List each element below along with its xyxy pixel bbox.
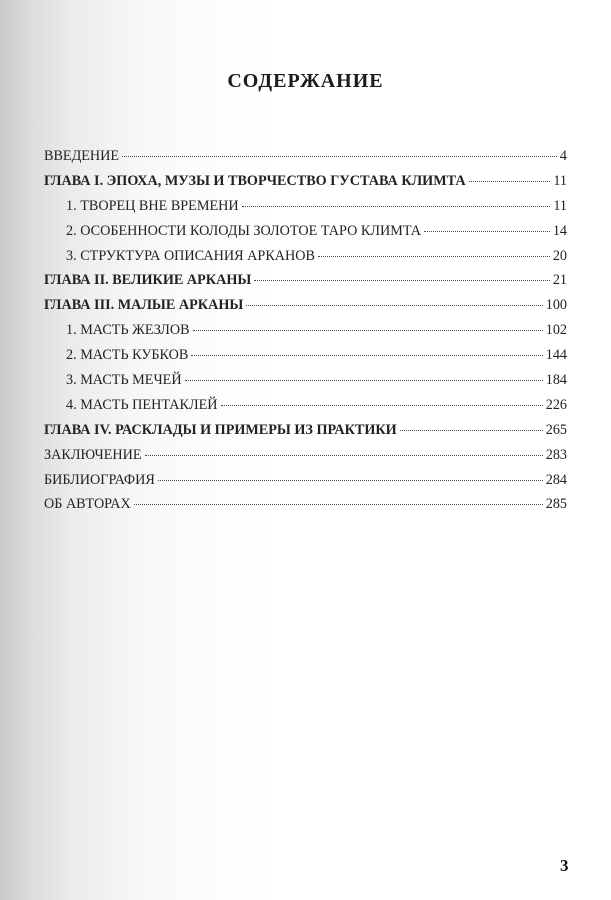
toc-entry-title: 1. ТВОРЕЦ ВНЕ ВРЕМЕНИ: [66, 197, 239, 214]
page-number: 3: [560, 856, 569, 875]
toc-entry-page: 226: [545, 396, 567, 413]
dot-leader: [145, 455, 543, 456]
toc-entry-page: 11: [553, 197, 567, 214]
dot-leader: [424, 231, 550, 232]
toc-entry: [44, 272, 567, 297]
dot-leader: [221, 405, 543, 406]
dot-leader: [469, 181, 551, 182]
toc-entry-page: 184: [545, 372, 567, 389]
toc-entry-page: 20: [552, 247, 567, 264]
dot-leader: [193, 330, 543, 331]
toc-entry: [44, 496, 567, 521]
toc-entry-page: 100: [545, 297, 567, 314]
dot-leader: [242, 206, 551, 207]
toc-entry-page: 283: [545, 446, 567, 463]
toc-entry: [44, 223, 567, 248]
toc-entry-title: ГЛАВА I. ЭПОХА, МУЗЫ И ТВОРЧЕСТВО ГУСТАВА КЛИМТА: [44, 172, 466, 189]
toc-entry: [44, 173, 567, 198]
toc-entry: [44, 198, 567, 223]
toc-entry-title: ВВЕДЕНИЕ: [44, 148, 120, 164]
dot-leader: [185, 380, 543, 381]
toc-entry-title: ГЛАВА II. ВЕЛИКИЕ АРКАНЫ: [44, 272, 252, 289]
toc-entry: [44, 148, 567, 173]
dot-leader: [158, 480, 543, 481]
toc-entry-title: 1. МАСТЬ ЖЕЗЛОВ: [66, 322, 190, 339]
toc-entry: [44, 248, 567, 273]
toc-entry: [44, 322, 567, 347]
toc-entry-title: 4. МАСТЬ ПЕНТАКЛЕЙ: [66, 396, 218, 413]
dot-leader: [122, 156, 557, 157]
table-of-contents: [44, 148, 567, 521]
toc-entry-title: ГЛАВА III. МАЛЫЕ АРКАНЫ: [44, 297, 244, 314]
toc-entry: [44, 297, 567, 322]
toc-entry-title: 2. ОСОБЕННОСТИ КОЛОДЫ ЗОЛОТОЕ ТАРО КЛИМТА: [66, 222, 422, 239]
toc-entry-page: 11: [553, 172, 567, 189]
toc-entry-page: 102: [545, 322, 567, 339]
toc-entry-page: 144: [545, 347, 567, 364]
toc-entry-title: 2. МАСТЬ КУБКОВ: [66, 347, 189, 364]
toc-entry: [44, 397, 567, 422]
toc-entry-page: 21: [552, 272, 567, 289]
toc-entry-page: 284: [545, 471, 567, 488]
toc-entry-title: 3. СТРУКТУРА ОПИСАНИЯ АРКАНОВ: [66, 247, 315, 264]
toc-entry-page: 14: [552, 222, 567, 239]
toc-entry: [44, 447, 567, 472]
dot-leader: [254, 280, 550, 281]
toc-entry: [44, 372, 567, 397]
dot-leader: [400, 430, 543, 431]
toc-entry-title: ЗАКЛЮЧЕНИЕ: [44, 446, 142, 463]
toc-entry: [44, 347, 567, 372]
dot-leader: [318, 256, 550, 257]
toc-entry-page: 265: [545, 421, 567, 438]
toc-entry-page: 285: [545, 496, 567, 513]
toc-entry-title: 3. МАСТЬ МЕЧЕЙ: [66, 372, 182, 389]
toc-entry-title: БИБЛИОГРАФИЯ: [44, 471, 155, 488]
toc-entry: [44, 422, 567, 447]
toc-entry-title: ГЛАВА IV. РАСКЛАДЫ И ПРИМЕРЫ ИЗ ПРАКТИКИ: [44, 421, 397, 438]
dot-leader: [134, 504, 543, 505]
toc-entry-page: 4: [559, 148, 567, 164]
dot-leader: [246, 305, 542, 306]
dot-leader: [191, 355, 542, 356]
toc-entry: [44, 472, 567, 497]
page-title: СОДЕРЖАНИЕ: [227, 70, 384, 92]
toc-entry-title: ОБ АВТОРАХ: [44, 496, 131, 513]
